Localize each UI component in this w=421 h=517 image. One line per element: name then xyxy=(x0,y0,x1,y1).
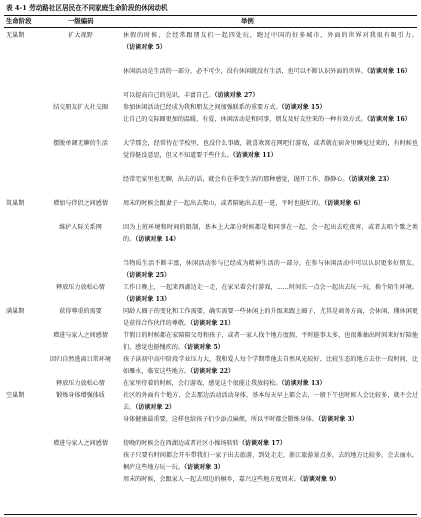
example-text: 休假的时候，会经常跟朋友们一起四处玩，跑过中国的好多城市，外面的世界对我很有吸引力。 xyxy=(123,32,418,39)
example-text: 孩子读初中高中阶段学业压力大，我和爱人每个学期带他去自然风光较好、比较生态的地方去住一段时间，比如雁水，临安这些地方。 xyxy=(123,356,418,375)
example-text: 身体健康最重要，这样也给孩子们少添点麻烦，所以平时都会锻炼身体。 xyxy=(123,416,318,423)
row-code: 释放压力放松心情 xyxy=(56,380,105,387)
interviewee-source: （访谈对象 3） xyxy=(183,464,224,471)
table-row xyxy=(0,354,421,378)
row-example xyxy=(123,414,418,438)
interviewee-source: （访谈对象 5） xyxy=(183,344,224,351)
example-text: 在家里待着的时候，会打游戏，感觉这个很能让我放轻松。 xyxy=(123,380,282,387)
row-example xyxy=(123,66,418,90)
header-stage: 生命阶段 xyxy=(6,17,32,25)
interviewee-source: （访谈对象 9） xyxy=(299,476,340,483)
interviewee-source: （访谈对象 21） xyxy=(190,320,235,327)
row-example xyxy=(123,258,418,282)
row-example xyxy=(123,330,418,354)
header-code: 一级编码 xyxy=(68,17,94,25)
row-code: 增加与伴侣之间感情 xyxy=(53,200,108,207)
example-text: 参加休闲活动已经成为我和朋友之间加强联系的重要方式。 xyxy=(123,104,282,111)
example-text: 工作日晚上，一起来西湖边走一走，在家呆着会打游戏，……时间长一点会一起出去玩一玩，换个陌生环境。 xyxy=(123,284,418,291)
row-code: 结交朋友扩大社交圈 xyxy=(53,104,108,111)
example-text: 经常宅家里也无聊，出去的话，就会有在季变生活的那种感觉，抛开工作，静静心。 xyxy=(123,176,349,183)
example-text: 周末的时候，会跟家人一起去周边的桐乡，嘉兴这些地方度周末。 xyxy=(123,476,300,483)
row-code: 扩大视野 xyxy=(68,32,93,39)
row-code: 获得尊重的需要 xyxy=(59,308,102,315)
interviewee-source: （访谈对象 13） xyxy=(281,380,326,387)
interviewee-source: （访谈对象 17） xyxy=(238,440,286,447)
table-row xyxy=(0,66,421,90)
table-row xyxy=(0,450,421,474)
table-row xyxy=(0,474,421,486)
row-example xyxy=(123,30,418,66)
example-text: 节假日的时候都在家陪陪父母和孩子，或者一家人找个地方度假，平时挺事太多，也很难抽出时间来好好陪他们，感觉也挺愧疚的。 xyxy=(123,332,418,351)
interviewee-source: （访谈对象 5） xyxy=(123,44,166,51)
table-row xyxy=(0,438,421,450)
interviewee-source: （访谈对象 22） xyxy=(190,368,235,375)
interviewee-source: （访谈对象 13） xyxy=(123,296,171,303)
row-stage: 无巢期 xyxy=(6,32,25,39)
example-text: 休闲活动是生活的一部分，必不可少，没有休闲就没有生活，也可以不断认识外面的世界。 xyxy=(123,68,367,75)
table-body xyxy=(0,30,421,512)
row-example xyxy=(123,138,418,174)
row-example xyxy=(123,222,418,258)
row-code: 回归自然逃离日常环境 xyxy=(50,356,111,363)
interviewee-source: （访谈对象 15） xyxy=(281,104,326,111)
row-example xyxy=(123,438,418,450)
row-stage: 筑巢期 xyxy=(6,200,25,207)
row-code: 摆脱单调无聊的生活 xyxy=(53,140,108,147)
table-row xyxy=(0,30,421,66)
header-rule xyxy=(4,27,417,28)
interviewee-source: （访谈对象 6） xyxy=(324,200,364,207)
table-row xyxy=(0,138,421,174)
example-text: 大学那会，经常待在学校里，也没什么事做，就喜欢窝在网吧打游戏，或者就在宿舍里睡觉过来的，有时候也觉得挺没意思，但又不知道要干些什么。 xyxy=(123,140,418,159)
interviewee-source: （访谈对象 11） xyxy=(232,152,277,159)
row-stage: 空巢期 xyxy=(6,392,25,399)
example-text: 傍晚的时候会在西湖边或者社区小操场转转 xyxy=(123,440,239,447)
example-text: 因为上班环境和时间的限制，基本上大部分时候都是和同事在一起，会一起出去吃夜宵，或者去唱个歌之类的。 xyxy=(123,224,418,243)
example-text: 同龄人圈子的变化和工作需要，确实需要一些休闲上的升级来跟上圈子，尤其是商务方面，会休闲、懂休闲更是获得合作伙伴的尊敬。 xyxy=(123,308,418,327)
row-example xyxy=(123,114,418,138)
example-text: 当物质生活不断丰富，休闲活动参与已经成为精神生活的一部分，在参与休闲活动中可以认识更多好朋友。 xyxy=(123,260,418,267)
table-row xyxy=(0,90,421,102)
row-example xyxy=(123,354,418,378)
row-example xyxy=(123,474,418,486)
row-example xyxy=(123,174,418,198)
example-text: 周末的时候会跟妻子一起出去爬山，或者陪她出去逛一逛，平时也挺忙的。 xyxy=(123,200,325,207)
interviewee-source: （访谈对象 3） xyxy=(318,416,358,423)
table-row xyxy=(0,390,421,414)
example-text: 可以提高自己的见识，丰富自己。 xyxy=(123,92,215,99)
bottom-rule xyxy=(4,514,417,515)
table-row xyxy=(0,330,421,354)
row-example xyxy=(123,198,418,222)
row-code: 维护人际关系网 xyxy=(59,224,102,231)
table-row xyxy=(0,414,421,438)
row-code: 增进与家人之间感情 xyxy=(53,332,108,339)
header-example: 举例 xyxy=(241,17,254,25)
table-row xyxy=(0,102,421,114)
interviewee-source: （访谈对象 16） xyxy=(366,68,411,75)
table-row xyxy=(0,198,421,222)
table-row xyxy=(0,174,421,198)
example-text: 让自己的交际圈更加的温暖，有爱，休闲活动是和同事，朋友及好友往来的一种有效方式。 xyxy=(123,116,367,123)
interviewee-source: （访谈对象 23） xyxy=(348,176,393,183)
row-code: 锻炼身体增强体质 xyxy=(56,392,105,399)
row-code: 增进与家人之间感情 xyxy=(53,440,108,447)
table-row xyxy=(0,306,421,330)
table-row xyxy=(0,258,421,282)
row-example xyxy=(123,282,418,306)
row-example xyxy=(123,450,418,474)
interviewee-source: （访谈对象 14） xyxy=(135,236,180,243)
top-rule xyxy=(4,15,417,16)
table-row xyxy=(0,282,421,306)
interviewee-source: （访谈对象 16） xyxy=(366,116,411,123)
row-example xyxy=(123,102,418,114)
table-title: 表 4-1 劳动路社区居民在不同家庭生命阶段的休闲动机 xyxy=(6,4,168,12)
interviewee-source: （访谈对象 27） xyxy=(214,92,259,99)
row-example xyxy=(123,378,418,390)
table-row xyxy=(0,222,421,258)
table-row xyxy=(0,378,421,390)
row-example xyxy=(123,90,418,102)
interviewee-source: （访谈对象 2） xyxy=(135,404,176,411)
row-code: 释放压力放松心情 xyxy=(56,284,105,291)
example-text: 孩子只要有时间都会开车带我们一家子出去旅游，到处走走，浙江旅游景点多，去的地方比较多，会去丽水，桐庐这些地方玩一玩。 xyxy=(123,452,418,471)
table-row xyxy=(0,114,421,138)
interviewee-source: （访谈对象 25） xyxy=(123,272,171,279)
row-example xyxy=(123,306,418,330)
row-example xyxy=(123,390,418,414)
example-text: 社区的外面有个地方，会去那边活动活动身体，基本每天早上都会去，一般下午也时候人会比较多，就不会过去。 xyxy=(123,392,418,411)
row-stage: 满巢期 xyxy=(6,308,25,315)
